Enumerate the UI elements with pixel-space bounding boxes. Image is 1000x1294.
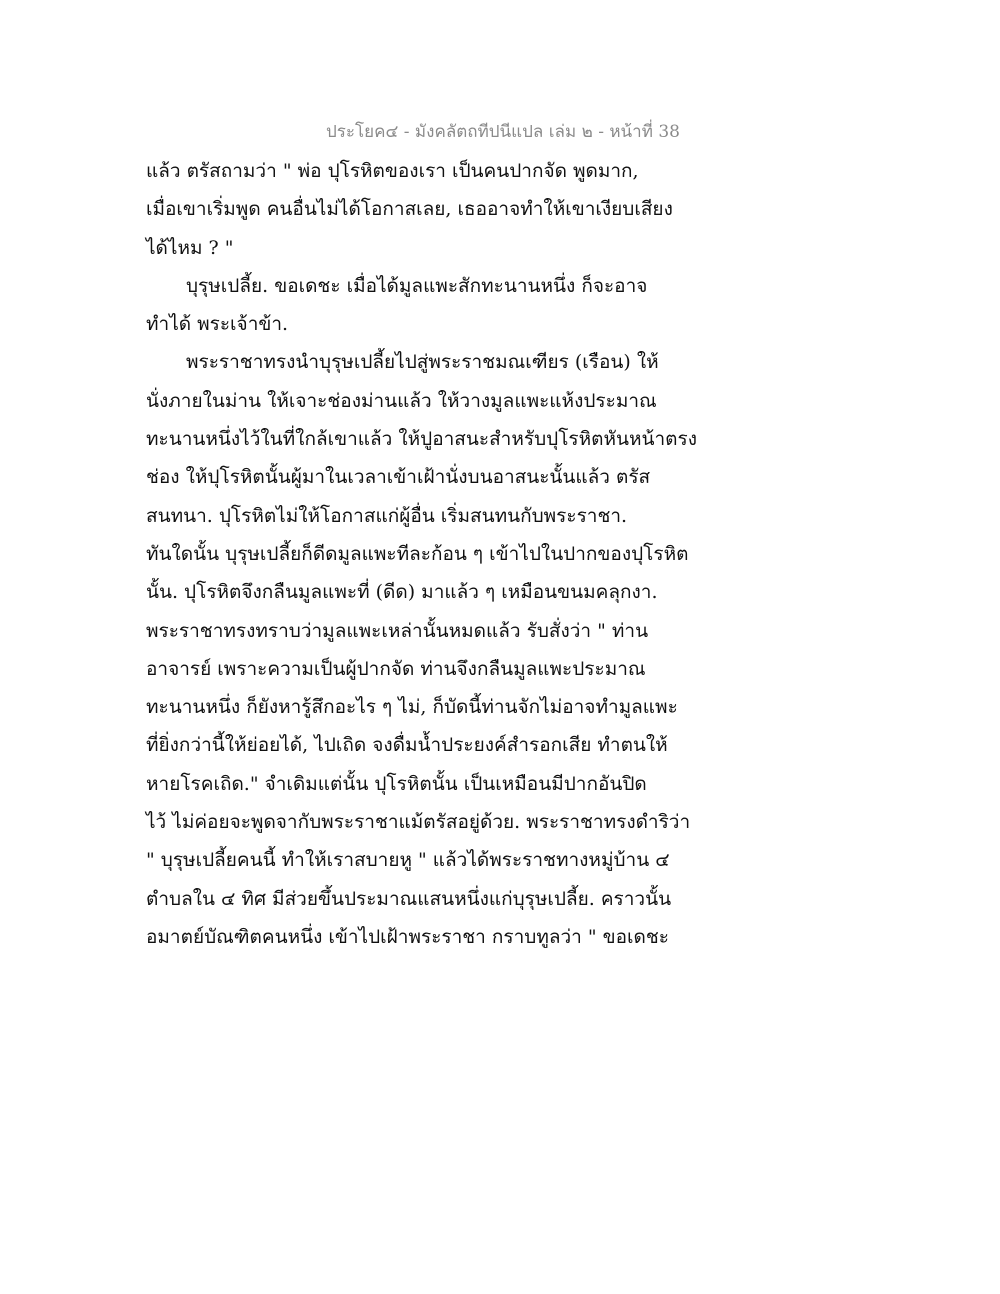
text-line: ทะนานหนึ่งไว้ในที่ใกล้เขาแล้ว ให้ปูอาสนะสำหรับปุโรหิตหันหน้าตรง bbox=[146, 428, 697, 451]
text-line: " บุรุษเปลี้ยคนนี้ ทำให้เราสบายหู " แล้วได้พระราชทางหมู่บ้าน ๔ bbox=[146, 849, 670, 872]
text-line: แล้ว ตรัสถามว่า " พ่อ ปุโรหิตของเรา เป็นคนปากจัด พูดมาก, bbox=[146, 160, 639, 182]
text-line: ที่ยิ่งกว่านี้ให้ย่อยได้, ไปเถิด จงดื่มน้ำประยงค์สำรอกเสีย ทำตนให้ bbox=[146, 734, 668, 757]
running-header: ประโยค๔ - มังคลัตถทีปนีแปล เล่ม ๒ - หน้าที่ 38 bbox=[326, 122, 680, 142]
text-line: เมื่อเขาเริ่มพูด คนอื่นไม่ได้โอกาสเลย, เธออาจทำให้เขาเงียบเสียง bbox=[146, 198, 673, 221]
text-line: ทะนานหนึ่ง ก็ยังหารู้สึกอะไร ๆ ไม่, ก็บัดนี้ท่านจักไม่อาจทำมูลแพะ bbox=[146, 696, 678, 719]
text-line: ช่อง ให้ปุโรหิตนั้นผู้มาในเวลาเข้าเฝ้านั่งบนอาสนะนั้นแล้ว ตรัส bbox=[146, 466, 651, 489]
text-line: อาจารย์ เพราะความเป็นผู้ปากจัด ท่านจึงกลืนมูลแพะประมาณ bbox=[146, 657, 646, 680]
paragraph-first-line: บุรุษเปลี้ย. ขอเดชะ เมื่อได้มูลแพะสักทะนานหนึ่ง ก็จะอาจ bbox=[186, 274, 648, 297]
text-line: ทำได้ พระเจ้าข้า. bbox=[146, 313, 289, 336]
text-line: พระราชาทรงทราบว่ามูลแพะเหล่านั้นหมดแล้ว รับสั่งว่า " ท่าน bbox=[146, 619, 649, 642]
body-text bbox=[146, 152, 716, 956]
text-line: หายโรคเถิด." จำเดิมแต่นั้น ปุโรหิตนั้น เป็นเหมือนมีปากอันปิด bbox=[146, 772, 647, 795]
text-line: อมาตย์บัณฑิตคนหนึ่ง เข้าไปเฝ้าพระราชา กราบทูลว่า " ขอเดชะ bbox=[146, 925, 669, 948]
text-line: ทันใดนั้น บุรุษเปลี้ยก็ดีดมูลแพะทีละก้อน ๆ เข้าไปในปากของปุโรหิต bbox=[146, 542, 689, 565]
text-line: ไว้ ไม่ค่อยจะพูดจากับพระราชาแม้ตรัสอยู่ด้วย. พระราชาทรงดำริว่า bbox=[146, 811, 691, 834]
text-line: นั้น. ปุโรหิตจึงกลืนมูลแพะที่ (ดีด) มาแล้ว ๆ เหมือนขนมคลุกงา. bbox=[146, 581, 658, 604]
text-line: สนทนา. ปุโรหิตไม่ให้โอกาสแก่ผู้อื่น เริ่มสนทนกับพระราชา. bbox=[146, 504, 628, 527]
text-line: ได้ไหม ? " bbox=[146, 236, 234, 259]
text-line: นั่งภายในม่าน ให้เจาะช่องม่านแล้ว ให้วางมูลแพะแห้งประมาณ bbox=[146, 389, 657, 412]
paragraph-first-line: พระราชาทรงนำบุรุษเปลี้ยไปสู่พระราชมณเฑียร (เรือน) ให้ bbox=[186, 351, 659, 374]
text-line: ตำบลใน ๔ ทิศ มีส่วยขึ้นประมาณแสนหนึ่งแก่บุรุษเปลี้ย. คราวนั้น bbox=[146, 887, 672, 910]
